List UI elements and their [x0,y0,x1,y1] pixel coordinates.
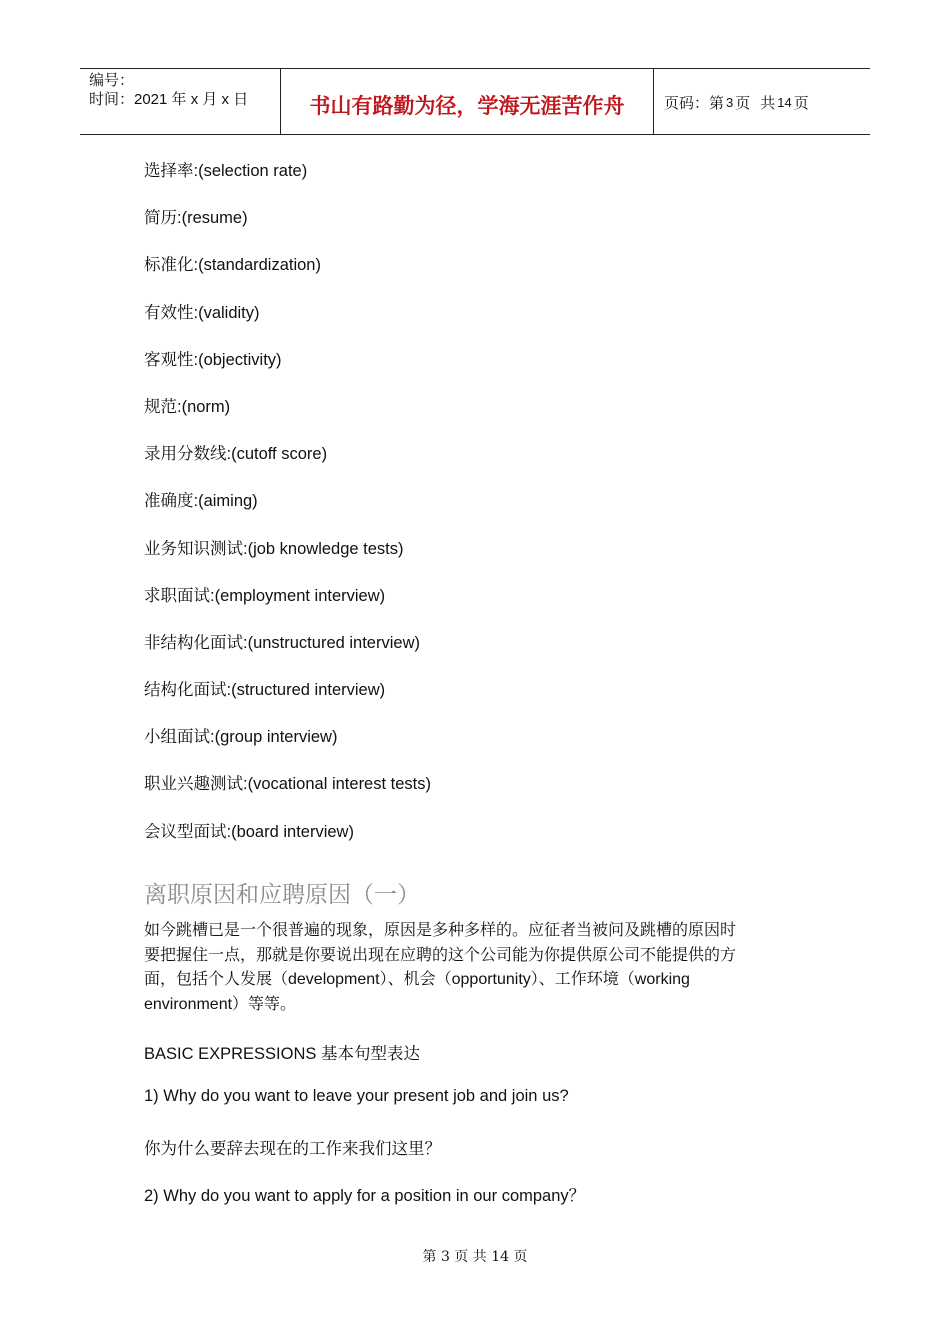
term-item: 非结构化面试:(unstructured interview) [144,633,420,652]
term-item: 录用分数线:(cutoff score) [144,445,328,464]
term-item: 选择率:(selection rate) [144,162,308,180]
number-label: 编号： [89,72,135,89]
question-2-en: 2) Why do you want to apply for a position in our company？ [144,1187,586,1205]
para-line: environment）等等。 [144,996,297,1013]
page-current: 3 [726,95,734,110]
term-item: 标准化:(standardization) [144,256,321,275]
header-motto: 书山有路勤为径，学海无涯苦作舟 [281,69,654,134]
heading-cn: 基本句型表达 [320,1044,420,1063]
question-1-en: 1) Why do you want to leave your present job and join us? [144,1087,569,1105]
term-item: 小组面试:(group interview) [144,728,338,747]
basic-expressions-heading [144,1040,420,1064]
header-page-info [654,69,870,134]
term-item: 结构化面试:(structured interview) [144,681,386,700]
para-line: 如今跳槽已是一个很普遍的现象，原因是多种多样的。应征者当被问及跳槽的原因时 [144,920,737,939]
term-item: 会议型面试:(board interview) [144,822,354,841]
term-item: 职业兴趣测试:(vocational interest tests) [144,775,431,794]
para-line: 要把握住一点，那就是你要说出现在应聘的这个公司能为你提供原公司不能提供的方 [144,945,737,964]
time-label: 时间：2021 年 x 月 x 日 [89,91,249,108]
term-list [144,158,431,866]
term-item: 业务知识测试:(job knowledge tests) [144,539,404,558]
page-label: 页码：第 [664,95,725,112]
page-total-label: 共 [760,95,776,112]
term-item: 准确度:(aiming) [144,492,258,511]
term-item: 有效性:(validity) [144,303,260,322]
page-footer: 第 3 页 共 14 页 [422,1249,528,1265]
page-header [80,68,870,135]
term-item: 简历:(resume) [144,209,248,228]
heading-en: BASIC EXPRESSIONS [144,1045,317,1063]
page-total: 14 [777,95,792,110]
intro-paragraph [144,917,804,1017]
term-item: 客观性:(objectivity) [144,350,282,369]
term-item: 规范:(norm) [144,397,231,416]
header-meta [80,69,281,134]
para-line: 面，包括个人发展（development）、机会（opportunity）、工作环境（working [144,971,690,988]
page-total-unit: 页 [793,95,809,112]
question-1-cn: 你为什么要辞去现在的工作来我们这里？ [144,1139,441,1158]
term-item: 求职面试:(employment interview) [144,586,386,605]
page-unit: 页 [735,95,751,112]
section-title: 离职原因和应聘原因（一） [144,882,420,908]
